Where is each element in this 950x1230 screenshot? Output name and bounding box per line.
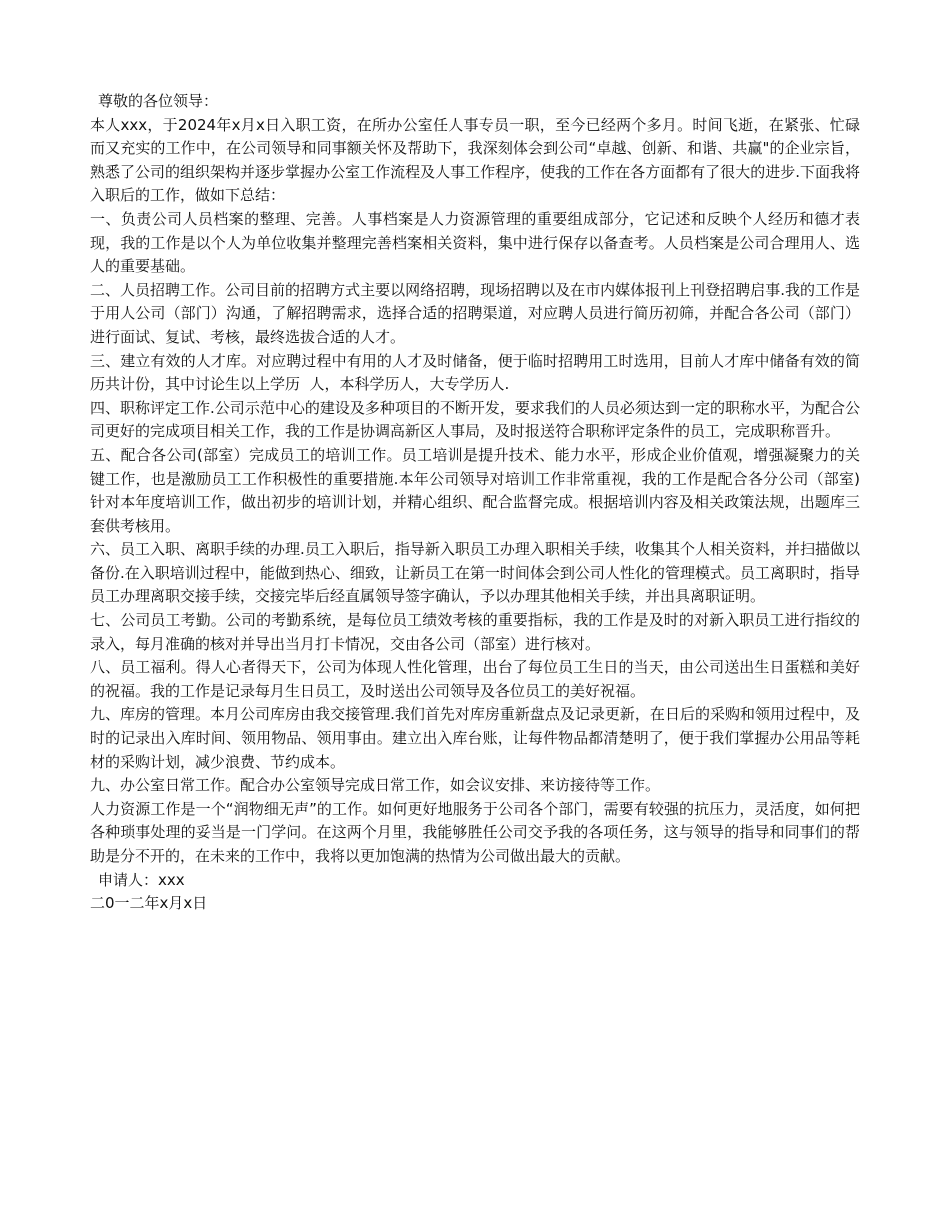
document-page: [90, 90, 860, 916]
paragraph-item-7: 七、公司员工考勤。公司的考勤系统，是每位员工绩效考核的重要指标，我的工作是及时的对新入职员工进行指纹的录入，每月准确的核对并导出当月打卡情况，交由各公司（部室）进行核对。: [90, 611, 860, 653]
paragraph-conclusion: 人力资源工作是一个“润物细无声”的工作。如何更好地服务于公司各个部门，需要有较强的抗压力，灵活度，如何把各种琐事处理的妥当是一门学问。在这两个月里，我能够胜任公司交予我的各项任务，这与领导的指导和同事们的帮助是分不开的，在未来的工作中，我将以更加饱满的热情为公司做出最大的贡献。: [90, 799, 860, 865]
paragraph-item-9b: 九、办公室日常工作。配合办公室领导完成日常工作，如会议安排、来访接待等工作。: [90, 776, 661, 795]
paragraph-item-3: 三、建立有效的人才库。对应聘过程中有用的人才及时储备，便于临时招聘用工时选用，目前人才库中储备有效的简历共计份，其中讨论生以上学历 人，本科学历人，大专学历人.: [90, 351, 860, 394]
paragraph-item-8: 八、员工福利。得人心者得天下，公司为体现人性化管理，出台了每位员工生日的当天，由公司送出生日蛋糕和美好的祝福。我的工作是记录每月生日员工，及时送出公司领导及各位员工的美好祝福。: [90, 658, 860, 700]
paragraph-item-1: 一、负责公司人员档案的整理、完善。人事档案是人力资源管理的重要组成部分，它记述和反映个人经历和德才表现，我的工作是以个人为单位收集并整理完善档案相关资料，集中进行保存以备查考。人员档案是公司合理用人、选人的重要基础。: [90, 209, 860, 276]
paragraph-intro: 本人xxx，于2024年x月x日入职工资，在所办公室任人事专员一职，至今已经两个多月。时间飞逝，在紧张、忙碌而又充实的工作中，在公司领导和同事额关怀及帮助下，我深刻体会到公司“卓越、创新、和谐、共赢"的企业宗旨，熟悉了公司的组织架构并逐步掌握办公室工作流程及人事工作程序，使我的工作在各方面都有了很大的进步.下面我将入职后的工作，做如下总结：: [90, 115, 860, 205]
salutation: 尊敬的各位领导：: [98, 92, 219, 110]
paragraph-item-2: 二、人员招聘工作。公司目前的招聘方式主要以网络招聘，现场招聘以及在市内媒体报刊上刊登招聘启事.我的工作是于用人公司（部门）沟通，了解招聘需求，选择合适的招聘渠道，对应聘人员进行简历初筛，并配合各公司（部门）进行面试、复试、考核，最终选拔合适的人才。: [90, 280, 860, 346]
date: 二0一二年x月x日: [90, 894, 208, 913]
paragraph-item-4: 四、职称评定工作.公司示范中心的建设及多种项目的不断开发，要求我们的人员必须达到一定的职称水平，为配合公司更好的完成项目相关工作，我的工作是协调高新区人事局，及时报送符合职称评定条件的员工，完成职称晋升。: [90, 398, 860, 441]
paragraph-item-9: 九、库房的管理。本月公司库房由我交接管理.我们首先对库房重新盘点及记录更新，在日后的采购和领用过程中，及时的记录出入库时间、领用物品、领用事由。建立出入库台账，让每件物品都清楚明了，便于我们掌握办公用品等耗材的采购计划，减少浪费、节约成本。: [90, 705, 860, 771]
paragraph-item-6: 六、员工入职、离职手续的办理.员工入职后，指导新入职员工办理入职相关手续，收集其个人相关资料，并扫描做以备份.在入职培训过程中，能做到热心、细致，让新员工在第一时间体会到公司人性化的管理模式。员工离职时，指导员工办理离职交接手续，交接完毕后经直属领导签字确认，予以办理其他相关手续，并出具离职证明。: [90, 540, 860, 606]
signature: 申请人：xxx: [98, 870, 185, 889]
paragraph-item-5: 五、配合各公司(部室）完成员工的培训工作。员工培训是提升技术、能力水平，形成企业价值观，增强凝聚力的关键工作，也是激励员工工作积极性的重要措施.本年公司领导对培训工作非常重视，我的工作是配合各分公司（部室)针对本年度培训工作，做出初步的培训计划，并精心组织、配合监督完成。根据培训内容及相关政策法规，出题库三套供考核用。: [90, 445, 860, 535]
